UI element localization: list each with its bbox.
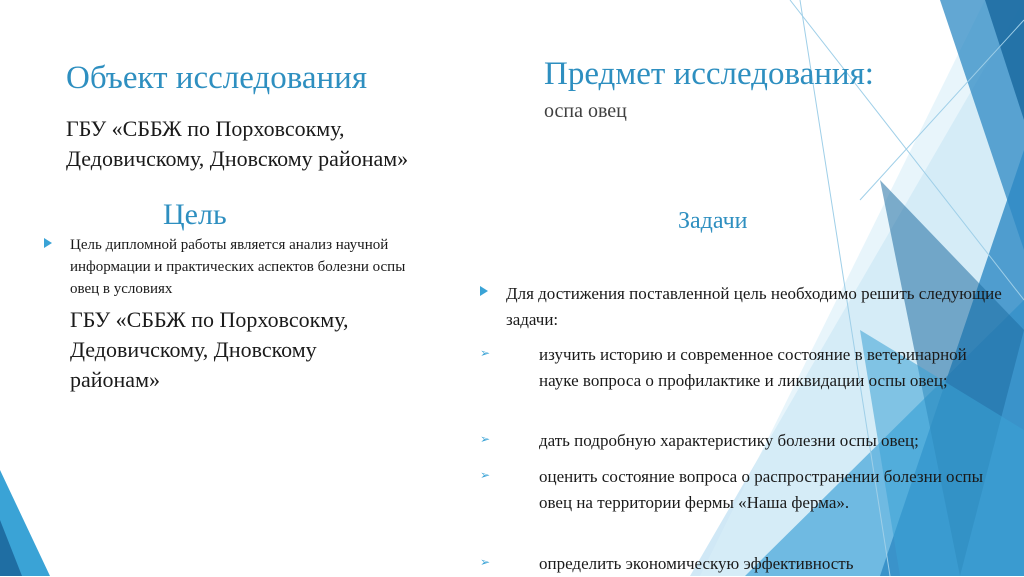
subject-text: оспа овец bbox=[544, 100, 627, 122]
chevron-bullet-icon: ➢ bbox=[480, 432, 491, 446]
goal-bullet-small: Цель дипломной работы является анализ научной информации и практических аспектов болезни оспы овец в условиях bbox=[70, 237, 406, 297]
task-item: изучить историю и современное состояние в ветеринарной науке вопроса о профилактике и ликвидации оспы овец; bbox=[539, 345, 967, 390]
chevron-bullet-icon: ➢ bbox=[480, 555, 491, 569]
tasks-title: Задачи bbox=[678, 208, 748, 234]
goal-title: Цель bbox=[163, 198, 227, 231]
subject-title: Предмет исследования: bbox=[544, 56, 874, 92]
chevron-bullet-icon: ➢ bbox=[480, 468, 491, 482]
triangle-bullet-icon bbox=[44, 238, 52, 248]
triangle-bullet-icon bbox=[480, 286, 488, 296]
object-title: Объект исследования bbox=[66, 60, 367, 96]
chevron-bullet-icon: ➢ bbox=[480, 346, 491, 360]
object-text: ГБУ «СББЖ по Порховсокму, Дедовичскому, Дновскому районам» bbox=[66, 116, 409, 171]
task-item: дать подробную характеристику болезни оспы овец; bbox=[539, 431, 919, 450]
task-item: оценить состояние вопроса о распространении болезни оспы овец на территории фермы «Наша ферма». bbox=[539, 467, 984, 512]
tasks-intro: Для достижения поставленной цель необходимо решить следующие задачи: bbox=[506, 284, 1002, 329]
task-item: определить экономическую эффективность bbox=[539, 554, 854, 573]
goal-bullet-large: ГБУ «СББЖ по Порховсокму, Дедовичскому, Дновскому районам» bbox=[70, 307, 349, 392]
